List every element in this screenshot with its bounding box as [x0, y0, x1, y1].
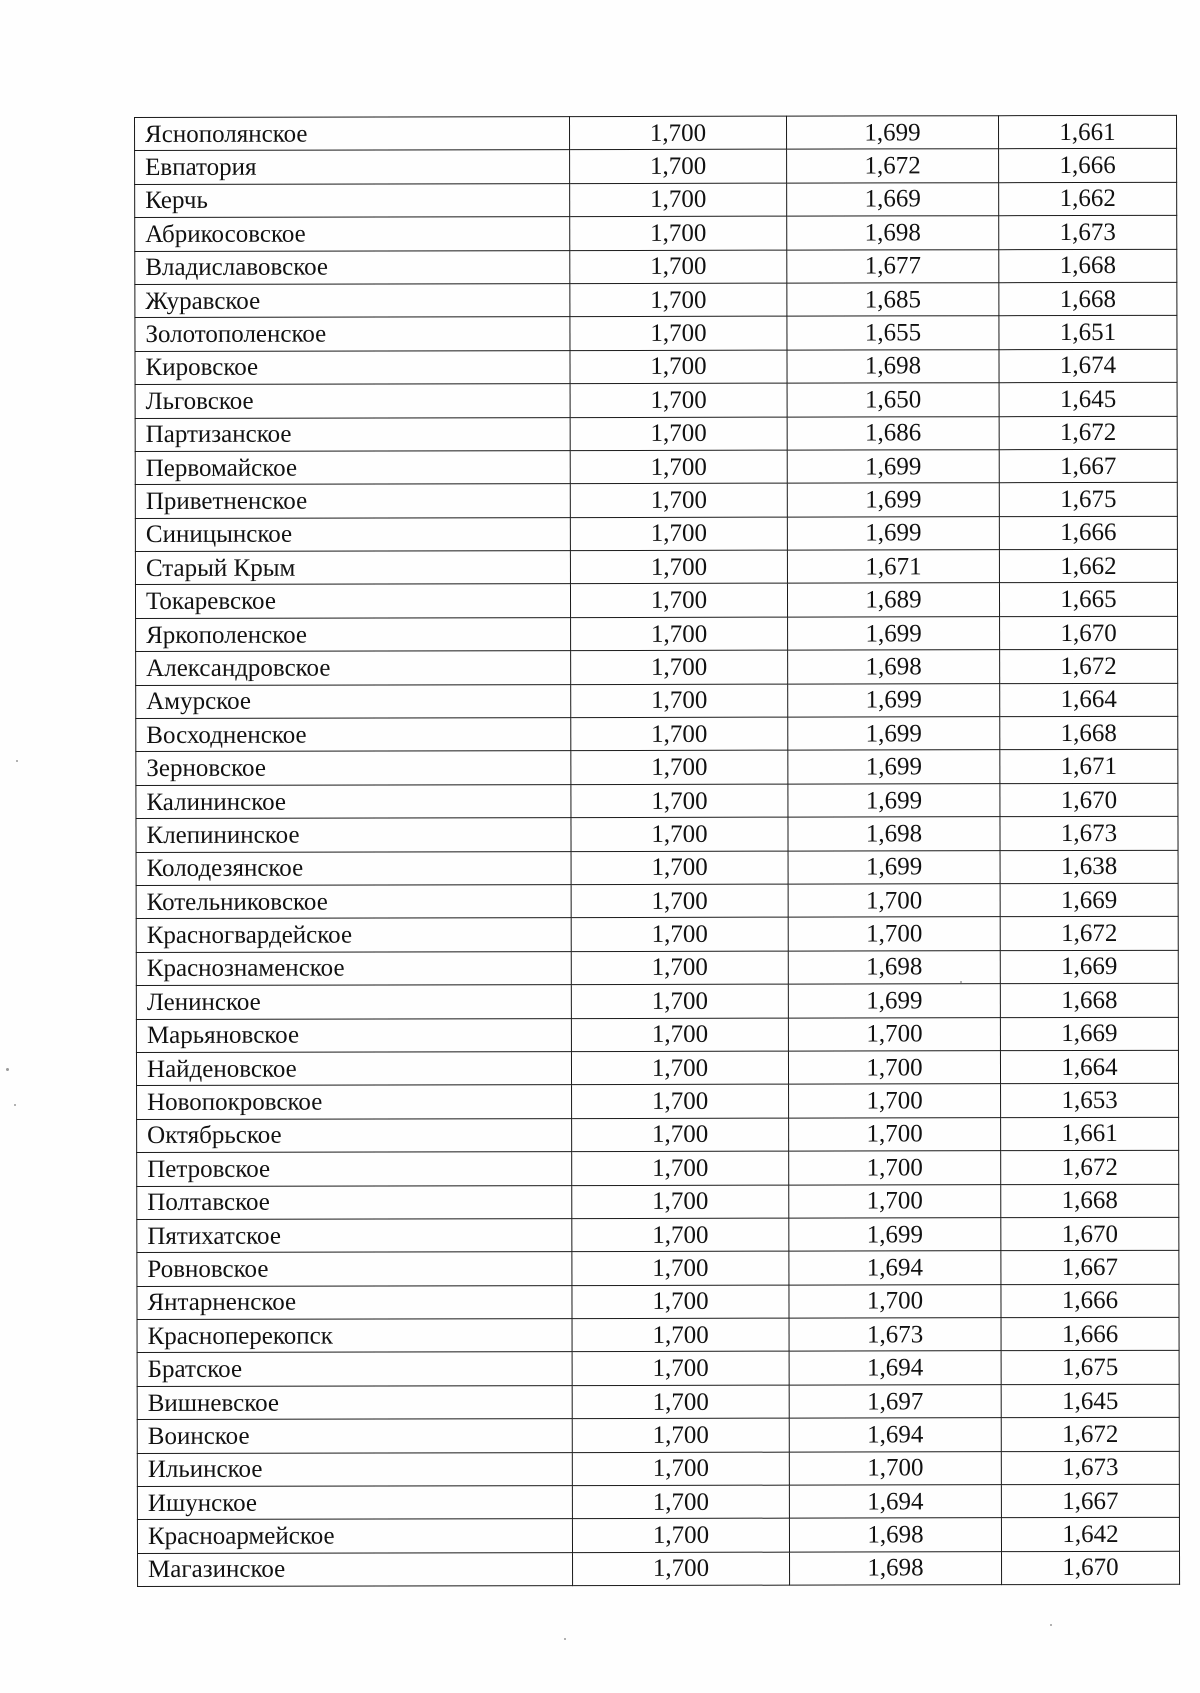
value-cell-1: 1,700 — [572, 1151, 789, 1185]
settlement-name-cell: Кировское — [135, 350, 570, 384]
settlement-name-cell: Яркополенское — [136, 617, 571, 651]
value-cell-2: 1,671 — [787, 550, 999, 584]
table-row — [137, 1184, 1179, 1220]
settlement-name-cell: Первомайское — [135, 450, 570, 484]
value-cell-1: 1,700 — [571, 984, 788, 1018]
settlement-name-cell: Приветненское — [135, 484, 570, 518]
value-cell-1: 1,700 — [570, 350, 787, 384]
settlement-name-cell: Ильинское — [137, 1452, 572, 1486]
value-cell-2: 1,700 — [789, 1451, 1001, 1485]
value-cell-1: 1,700 — [570, 116, 787, 150]
value-cell-1: 1,700 — [570, 250, 787, 284]
value-cell-2: 1,700 — [788, 1051, 1000, 1085]
settlement-name-cell: Марьяновское — [136, 1018, 571, 1052]
value-cell-2: 1,699 — [788, 750, 1000, 784]
value-cell-2: 1,698 — [788, 950, 1000, 984]
value-cell-1: 1,700 — [570, 283, 787, 317]
value-cell-3: 1,651 — [999, 316, 1177, 350]
value-cell-2: 1,699 — [788, 784, 1000, 818]
value-cell-3: 1,645 — [999, 382, 1177, 416]
table-row — [137, 1084, 1179, 1120]
table-body — [135, 115, 1180, 1586]
value-cell-2: 1,699 — [787, 483, 999, 517]
settlement-name-cell: Синицынское — [135, 517, 570, 551]
value-cell-3: 1,664 — [1000, 1050, 1178, 1084]
value-cell-1: 1,700 — [571, 684, 788, 718]
value-cell-2: 1,698 — [790, 1551, 1002, 1585]
scan-speck — [14, 1104, 16, 1106]
settlement-name-cell: Вишневское — [137, 1385, 572, 1419]
table-row — [135, 182, 1177, 218]
value-cell-3: 1,673 — [1000, 817, 1178, 851]
value-cell-2: 1,694 — [789, 1485, 1001, 1519]
table-row — [136, 683, 1178, 719]
settlement-name-cell: Владиславовское — [135, 250, 570, 284]
value-cell-1: 1,700 — [572, 1385, 789, 1419]
value-cell-1: 1,700 — [570, 517, 787, 551]
value-cell-1: 1,700 — [571, 650, 788, 684]
value-cell-3: 1,645 — [1001, 1384, 1179, 1418]
value-cell-3: 1,673 — [1001, 1451, 1179, 1485]
value-cell-2: 1,669 — [787, 182, 999, 216]
settlement-name-cell: Журавское — [135, 284, 570, 318]
value-cell-2: 1,698 — [787, 216, 999, 250]
settlement-name-cell: Амурское — [136, 684, 571, 718]
table-row — [136, 950, 1178, 986]
value-cell-3: 1,672 — [999, 416, 1177, 450]
table-row — [135, 349, 1177, 385]
value-cell-3: 1,666 — [1001, 1317, 1179, 1351]
table-row — [136, 783, 1178, 819]
settlement-name-cell: Братское — [137, 1352, 572, 1386]
value-cell-2: 1,699 — [787, 450, 999, 484]
value-cell-1: 1,700 — [572, 1218, 789, 1252]
value-cell-2: 1,694 — [789, 1251, 1001, 1285]
value-cell-2: 1,686 — [787, 416, 999, 450]
value-cell-3: 1,667 — [999, 449, 1177, 483]
settlement-name-cell: Ровновское — [137, 1252, 572, 1286]
settlement-name-cell: Колодезянское — [136, 851, 571, 885]
table-row — [135, 149, 1177, 185]
value-cell-3: 1,672 — [1001, 1418, 1179, 1452]
settlement-name-cell: Восходненское — [136, 718, 571, 752]
value-cell-3: 1,638 — [1000, 850, 1178, 884]
settlement-name-cell: Ленинское — [136, 985, 571, 1019]
value-cell-1: 1,700 — [571, 951, 788, 985]
table-row — [135, 549, 1177, 585]
value-cell-2: 1,655 — [787, 316, 999, 350]
table-row — [136, 650, 1178, 686]
settlement-name-cell: Золотополенское — [135, 317, 570, 351]
value-cell-1: 1,700 — [570, 183, 787, 217]
value-cell-1: 1,700 — [572, 1084, 789, 1118]
value-cell-2: 1,699 — [788, 683, 1000, 717]
table-row — [136, 1050, 1178, 1086]
settlement-name-cell: Котельниковское — [136, 885, 571, 919]
value-cell-3: 1,671 — [1000, 750, 1178, 784]
table-row — [135, 483, 1177, 519]
value-cell-3: 1,675 — [1001, 1351, 1179, 1385]
value-cell-1: 1,700 — [570, 584, 787, 618]
table-row — [137, 1117, 1179, 1153]
value-cell-3: 1,642 — [1001, 1518, 1179, 1552]
value-cell-1: 1,700 — [570, 450, 787, 484]
scan-speck — [564, 1638, 566, 1640]
value-cell-3: 1,669 — [1000, 883, 1178, 917]
data-table — [134, 115, 1180, 1587]
value-cell-2: 1,699 — [788, 984, 1000, 1018]
value-cell-3: 1,670 — [1001, 1217, 1179, 1251]
value-cell-2: 1,700 — [789, 1284, 1001, 1318]
settlement-name-cell: Красноармейское — [137, 1519, 572, 1553]
value-cell-3: 1,665 — [999, 583, 1177, 617]
value-cell-3: 1,667 — [1001, 1251, 1179, 1285]
table-row — [137, 1251, 1179, 1287]
table-row — [136, 883, 1178, 919]
value-cell-1: 1,700 — [571, 751, 788, 785]
value-cell-2: 1,698 — [787, 349, 999, 383]
settlement-name-cell: Новопокровское — [137, 1085, 572, 1119]
value-cell-3: 1,673 — [999, 215, 1177, 249]
settlement-name-cell: Евпатория — [135, 150, 570, 184]
value-cell-3: 1,661 — [998, 115, 1176, 149]
value-cell-3: 1,662 — [999, 182, 1177, 216]
value-cell-1: 1,700 — [572, 1352, 789, 1386]
table-row — [137, 1284, 1179, 1320]
value-cell-3: 1,672 — [1000, 917, 1178, 951]
value-cell-2: 1,700 — [788, 917, 1000, 951]
scan-speck — [1050, 1624, 1052, 1626]
scan-speck — [16, 760, 18, 762]
table-row — [136, 616, 1178, 652]
table-row — [138, 1551, 1180, 1587]
value-cell-3: 1,669 — [1000, 950, 1178, 984]
settlement-name-cell: Найденовское — [136, 1052, 571, 1086]
value-cell-3: 1,672 — [1000, 650, 1178, 684]
value-cell-1: 1,700 — [571, 817, 788, 851]
settlement-name-cell: Керчь — [135, 183, 570, 217]
value-cell-3: 1,668 — [999, 249, 1177, 283]
settlement-name-cell: Петровское — [137, 1152, 572, 1186]
table-row — [135, 382, 1177, 418]
value-cell-1: 1,700 — [571, 1051, 788, 1085]
value-cell-1: 1,700 — [571, 851, 788, 885]
table-row — [136, 817, 1178, 853]
settlement-name-cell: Абрикосовское — [135, 217, 570, 251]
settlement-name-cell: Красноперекопск — [137, 1319, 572, 1353]
value-cell-3: 1,668 — [999, 282, 1177, 316]
value-cell-2: 1,699 — [788, 850, 1000, 884]
value-cell-2: 1,699 — [786, 116, 998, 150]
value-cell-3: 1,653 — [1001, 1084, 1179, 1118]
value-cell-3: 1,666 — [999, 149, 1177, 183]
table-row — [136, 917, 1178, 953]
value-cell-2: 1,672 — [787, 149, 999, 183]
table-row — [135, 449, 1177, 485]
value-cell-1: 1,700 — [572, 1418, 789, 1452]
value-cell-1: 1,700 — [572, 1318, 789, 1352]
value-cell-3: 1,675 — [999, 483, 1177, 517]
settlement-name-cell: Яснополянское — [135, 117, 570, 151]
table-row — [137, 1484, 1179, 1520]
value-cell-3: 1,662 — [999, 549, 1177, 583]
table-row — [136, 716, 1178, 752]
value-cell-3: 1,672 — [1001, 1150, 1179, 1184]
value-cell-2: 1,700 — [788, 884, 1000, 918]
table-row — [137, 1150, 1179, 1186]
value-cell-3: 1,664 — [1000, 683, 1178, 717]
value-cell-3: 1,666 — [1001, 1284, 1179, 1318]
value-cell-1: 1,700 — [573, 1552, 790, 1586]
value-cell-2: 1,700 — [789, 1151, 1001, 1185]
table-row — [135, 215, 1177, 251]
value-cell-1: 1,700 — [572, 1185, 789, 1219]
value-cell-1: 1,700 — [572, 1452, 789, 1486]
table-row — [136, 1017, 1178, 1053]
table-row — [135, 583, 1177, 619]
value-cell-3: 1,666 — [999, 516, 1177, 550]
value-cell-1: 1,700 — [572, 1251, 789, 1285]
settlement-name-cell: Красногвардейское — [136, 918, 571, 952]
value-cell-1: 1,700 — [571, 1018, 788, 1052]
value-cell-1: 1,700 — [570, 417, 787, 451]
value-cell-2: 1,685 — [787, 283, 999, 317]
value-cell-1: 1,700 — [571, 884, 788, 918]
settlement-name-cell: Калининское — [136, 784, 571, 818]
value-cell-2: 1,700 — [788, 1017, 1000, 1051]
settlement-name-cell: Магазинское — [138, 1552, 573, 1586]
value-cell-3: 1,674 — [999, 349, 1177, 383]
scan-speck — [6, 1068, 9, 1071]
value-cell-1: 1,700 — [570, 150, 787, 184]
value-cell-2: 1,699 — [787, 516, 999, 550]
table-row — [136, 850, 1178, 886]
value-cell-3: 1,668 — [1001, 1184, 1179, 1218]
settlement-name-cell: Октябрьское — [137, 1118, 572, 1152]
value-cell-2: 1,694 — [789, 1351, 1001, 1385]
value-cell-2: 1,700 — [789, 1184, 1001, 1218]
value-cell-1: 1,700 — [570, 216, 787, 250]
table-row — [136, 983, 1178, 1019]
table-row — [137, 1384, 1179, 1420]
settlement-name-cell: Полтавское — [137, 1185, 572, 1219]
scan-speck — [960, 981, 962, 983]
settlement-name-cell: Воинское — [137, 1419, 572, 1453]
value-cell-3: 1,670 — [1000, 783, 1178, 817]
value-cell-3: 1,670 — [1000, 616, 1178, 650]
settlement-name-cell: Клепининское — [136, 818, 571, 852]
settlement-name-cell: Краснознаменское — [136, 951, 571, 985]
value-cell-2: 1,699 — [789, 1218, 1001, 1252]
table-row — [137, 1451, 1179, 1487]
value-cell-1: 1,700 — [572, 1519, 789, 1553]
value-cell-2: 1,650 — [787, 383, 999, 417]
value-cell-3: 1,669 — [1000, 1017, 1178, 1051]
value-cell-3: 1,668 — [1000, 716, 1178, 750]
settlement-name-cell: Льговское — [135, 384, 570, 418]
value-cell-1: 1,700 — [571, 918, 788, 952]
value-cell-2: 1,700 — [789, 1117, 1001, 1151]
value-cell-2: 1,698 — [789, 1518, 1001, 1552]
value-cell-2: 1,698 — [788, 650, 1000, 684]
table-row — [135, 115, 1177, 151]
value-cell-2: 1,689 — [787, 583, 999, 617]
value-cell-3: 1,661 — [1001, 1117, 1179, 1151]
value-cell-2: 1,699 — [788, 717, 1000, 751]
value-cell-1: 1,700 — [570, 316, 787, 350]
table-row — [137, 1518, 1179, 1554]
value-cell-2: 1,673 — [789, 1318, 1001, 1352]
value-cell-1: 1,700 — [572, 1285, 789, 1319]
value-cell-1: 1,700 — [571, 717, 788, 751]
table-row — [135, 516, 1177, 552]
value-cell-1: 1,700 — [572, 1118, 789, 1152]
table-row — [136, 750, 1178, 786]
settlement-name-cell: Старый Крым — [135, 551, 570, 585]
value-cell-2: 1,677 — [787, 249, 999, 283]
value-cell-2: 1,697 — [789, 1385, 1001, 1419]
table-row — [137, 1317, 1179, 1353]
value-cell-3: 1,667 — [1001, 1484, 1179, 1518]
value-cell-2: 1,698 — [788, 817, 1000, 851]
table-row — [137, 1351, 1179, 1387]
value-cell-1: 1,700 — [570, 550, 787, 584]
table-row — [135, 416, 1177, 452]
settlement-name-cell: Александровское — [136, 651, 571, 685]
value-cell-2: 1,699 — [788, 617, 1000, 651]
table-row — [135, 282, 1177, 318]
value-cell-1: 1,700 — [571, 784, 788, 818]
table-row — [135, 249, 1177, 285]
value-cell-3: 1,670 — [1002, 1551, 1180, 1585]
value-cell-2: 1,694 — [789, 1418, 1001, 1452]
settlement-name-cell: Зерновское — [136, 751, 571, 785]
settlement-name-cell: Токаревское — [135, 584, 570, 618]
table-row — [135, 316, 1177, 352]
value-cell-3: 1,668 — [1000, 983, 1178, 1017]
value-cell-1: 1,700 — [572, 1485, 789, 1519]
settlement-name-cell: Пятихатское — [137, 1218, 572, 1252]
settlement-name-cell: Партизанское — [135, 417, 570, 451]
value-cell-1: 1,700 — [570, 383, 787, 417]
settlement-name-cell: Ишунское — [137, 1486, 572, 1520]
table-row — [137, 1418, 1179, 1454]
value-cell-1: 1,700 — [571, 617, 788, 651]
value-cell-1: 1,700 — [570, 483, 787, 517]
table-row — [137, 1217, 1179, 1253]
settlement-name-cell: Янтарненское — [137, 1285, 572, 1319]
value-cell-2: 1,700 — [789, 1084, 1001, 1118]
